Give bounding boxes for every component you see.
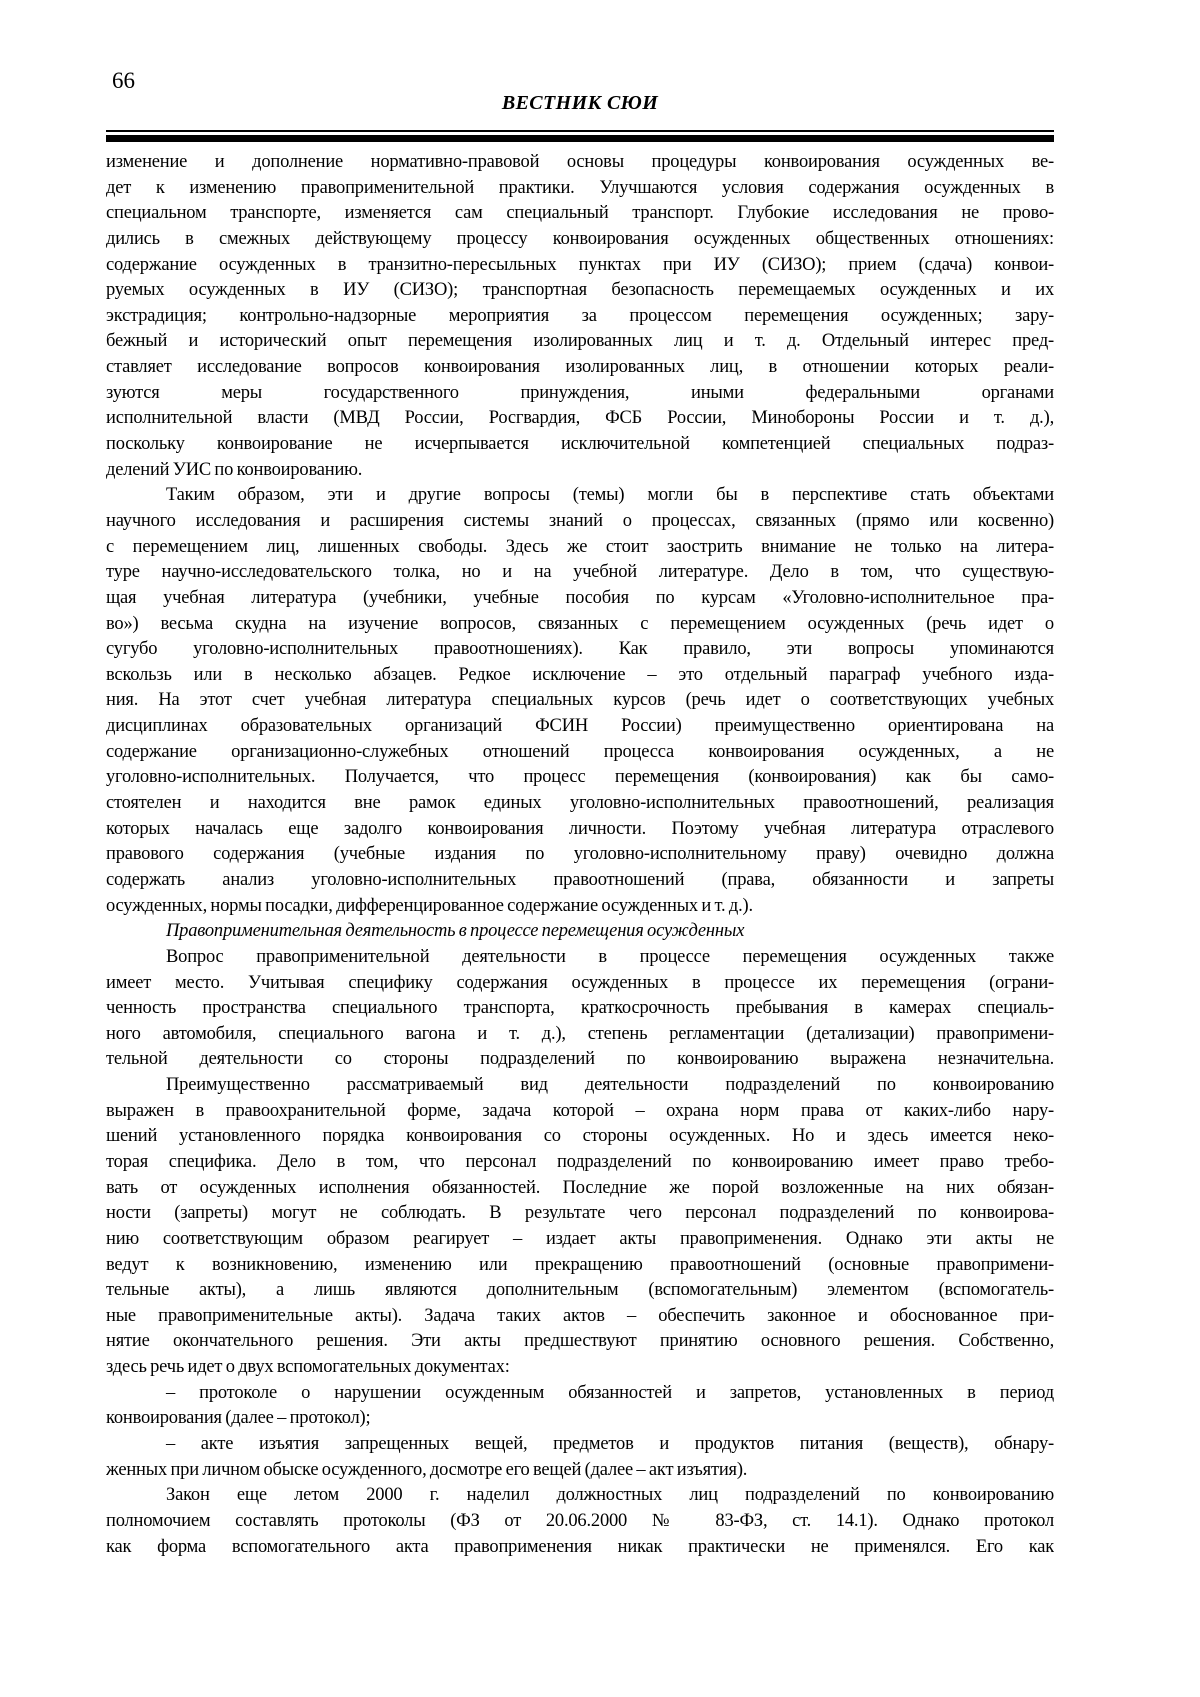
text-line: конвоирования (далее – протокол); xyxy=(106,1408,371,1429)
text-line: Закон еще летом 2000 г. наделил должностных лиц подразделений по конвоированию xyxy=(166,1485,1054,1506)
text-line: уголовно-исполнительных. Получается, что процесс перемещения (конвоирования) как бы само- xyxy=(106,767,1054,788)
paragraph xyxy=(106,150,1054,483)
text-line: – акте изъятия запрещенных вещей, предметов и продуктов питания (веществ), обнару- xyxy=(166,1434,1054,1455)
text-line: тельной деятельности со стороны подразделений по конвоированию выражена незначительна. xyxy=(106,1049,1054,1070)
text-line: зуются меры государственного принуждения, иными федеральными органами xyxy=(106,382,1054,403)
header-rule-thin xyxy=(106,130,1054,132)
text-line: шений установленного порядка конвоирования со стороны осужденных. Но и здесь имеется неко- xyxy=(106,1126,1054,1147)
header-rule-thick xyxy=(106,135,1054,142)
text-line: с перемещением лиц, лишенных свободы. Здесь же стоит заострить внимание не только на литера- xyxy=(106,536,1054,557)
text-line: поскольку конвоирование не исчерпывается исключительной компетенцией специальных подраз- xyxy=(106,434,1054,455)
text-line: полномочием составлять протоколы (ФЗ от 20.06.2000 № 83-ФЗ, ст. 14.1). Однако протокол xyxy=(106,1510,1054,1531)
text-line: во») весьма скудна на изучение вопросов, связанных с перемещением осужденных (речь идет о xyxy=(106,613,1054,634)
text-line: женных при личном обыске осужденного, досмотре его вещей (далее – акт изъятия). xyxy=(106,1459,748,1480)
text-line: нятие окончательного решения. Эти акты предшествуют принятию основного решения. Собственно, xyxy=(106,1331,1054,1352)
text-line: которых началась еще задолго конвоирования личности. Поэтому учебная литература отраслевого xyxy=(106,818,1054,839)
text-line: Вопрос правоприменительной деятельности в процессе перемещения осужденных также xyxy=(166,946,1054,967)
text-line: изменение и дополнение нормативно-правовой основы процедуры конвоирования осужденных ве- xyxy=(106,152,1054,172)
text-line: специальном транспорте, изменяется сам специальный транспорт. Глубокие исследования не прово- xyxy=(106,203,1054,224)
text-line: нию соответствующим образом реагирует – издает акты правоприменения. Однако эти акты не xyxy=(106,1228,1054,1249)
text-line: исполнительной власти (МВД России, Росгвардия, ФСБ России, Минобороны России и т. д.), xyxy=(106,408,1054,429)
text-line: торая специфика. Дело в том, что персонал подразделений по конвоированию имеет право требо- xyxy=(106,1151,1054,1172)
text-line: содержание организационно-служебных отношений процесса конвоирования осужденных, а не xyxy=(106,741,1054,762)
text-line: здесь речь идет о двух вспомогательных документах: xyxy=(106,1357,510,1378)
text-line: дет к изменению правоприменительной практики. Улучшаются условия содержания осужденных в xyxy=(106,177,1054,198)
text-line: делений УИС по конвоированию. xyxy=(106,459,363,480)
paragraph xyxy=(106,1432,1054,1483)
text-line: Таким образом, эти и другие вопросы (темы) могли бы в перспективе стать объектами xyxy=(166,485,1054,506)
text-line: экстрадиция; контрольно-надзорные мероприятия за процессом перемещения осужденных; зару- xyxy=(106,305,1054,326)
text-line: выражен в правоохранительной форме, задача которой – охрана норм права от каких-либо нару- xyxy=(106,1100,1054,1121)
paragraph xyxy=(106,945,1054,1073)
text-line: осужденных, нормы посадки, дифференцированное содержание осужденных и т. д.). xyxy=(106,895,753,916)
text-line: ведут к возникновению, изменению или прекращению правоотношений (основные правопримени- xyxy=(106,1254,1054,1275)
text-line: – протоколе о нарушении осужденным обязанностей и запретов, установленных в период xyxy=(166,1382,1054,1403)
text-line: содержание осужденных в транзитно-пересыльных пунктах при ИУ (СИЗО); прием (сдача) конвои- xyxy=(106,254,1054,275)
text-line: ния. На этот счет учебная литература специальных курсов (речь идет о соответствующих учебных xyxy=(106,690,1054,711)
text-line: ставляет исследование вопросов конвоирования изолированных лиц, в отношении которых реали- xyxy=(106,357,1054,378)
text-line: ности (запреты) могут не соблюдать. В результате чего персонал подразделений по конвоирова- xyxy=(106,1203,1054,1224)
article-body xyxy=(106,150,1054,1560)
text-line: имеет место. Учитывая специфику содержания осужденных в процессе их перемещения (ограни- xyxy=(106,972,1054,993)
text-line: тельные акты), а лишь являются дополнительным (вспомогательным) элементом (вспомогатель- xyxy=(106,1280,1054,1301)
text-line: правового содержания (учебные издания по уголовно-исполнительному праву) очевидно должна xyxy=(106,844,1054,865)
text-line: бежный и исторический опыт перемещения изолированных лиц и т. д. Отдельный интерес пред- xyxy=(106,331,1054,352)
journal-title: ВЕСТНИК СЮИ xyxy=(501,92,659,114)
text-line: ного автомобиля, специального вагона и т. д.), степень регламентации (детализации) правопримени- xyxy=(106,1023,1054,1044)
text-line: щая учебная литература (учебники, учебные пособия по курсам «Уголовно-исполнительное пра- xyxy=(106,587,1054,608)
text-line: ные правоприменительные акты). Задача таких актов – обеспечить законное и обоснованное при- xyxy=(106,1305,1054,1326)
paragraph xyxy=(106,1381,1054,1432)
text-line: руемых осужденных в ИУ (СИЗО); транспортная безопасность перемещаемых осужденных и их xyxy=(106,280,1054,301)
text-line: стоятелен и находится вне рамок единых уголовно-исполнительных правоотношений, реализация xyxy=(106,793,1054,814)
paragraph xyxy=(106,1483,1054,1560)
text-line: ченность пространства специального транспорта, краткосрочность пребывания в камерах специаль- xyxy=(106,998,1054,1019)
text-line: Преимущественно рассматриваемый вид деятельности подразделений по конвоированию xyxy=(166,1075,1054,1096)
text-line: вскользь или в несколько абзацев. Редкое исключение – это отдельный параграф учебного изда- xyxy=(106,664,1054,685)
text-line: дились в смежных действующему процессу конвоирования осужденных общественных отношениях: xyxy=(106,228,1054,249)
page-number: 66 xyxy=(112,68,135,93)
section-heading xyxy=(106,919,1054,945)
text-line: содержать анализ уголовно-исполнительных правоотношений (права, обязанности и запреты xyxy=(106,869,1054,890)
text-line: дисциплинах образовательных организаций ФСИН России) преимущественно ориентирована на xyxy=(106,716,1054,737)
text-line: как форма вспомогательного акта правоприменения никак практически не применялся. Его как xyxy=(106,1536,1054,1557)
text-line: научного исследования и расширения системы знаний о процессах, связанных (прямо или косвенно) xyxy=(106,510,1054,531)
text-line: туре научно-исследовательского толка, но и на учебной литературе. Дело в том, что существую- xyxy=(106,562,1054,583)
text-line: вать от осужденных исполнения обязанностей. Последние же порой возложенные на них обязан- xyxy=(106,1177,1054,1198)
text-line: Правоприменительная деятельность в процессе перемещения осужденных xyxy=(166,921,745,942)
paragraph xyxy=(106,483,1054,919)
paragraph xyxy=(106,1073,1054,1381)
text-line: сугубо уголовно-исполнительных правоотношениях). Как правило, эти вопросы упоминаются xyxy=(106,639,1054,660)
